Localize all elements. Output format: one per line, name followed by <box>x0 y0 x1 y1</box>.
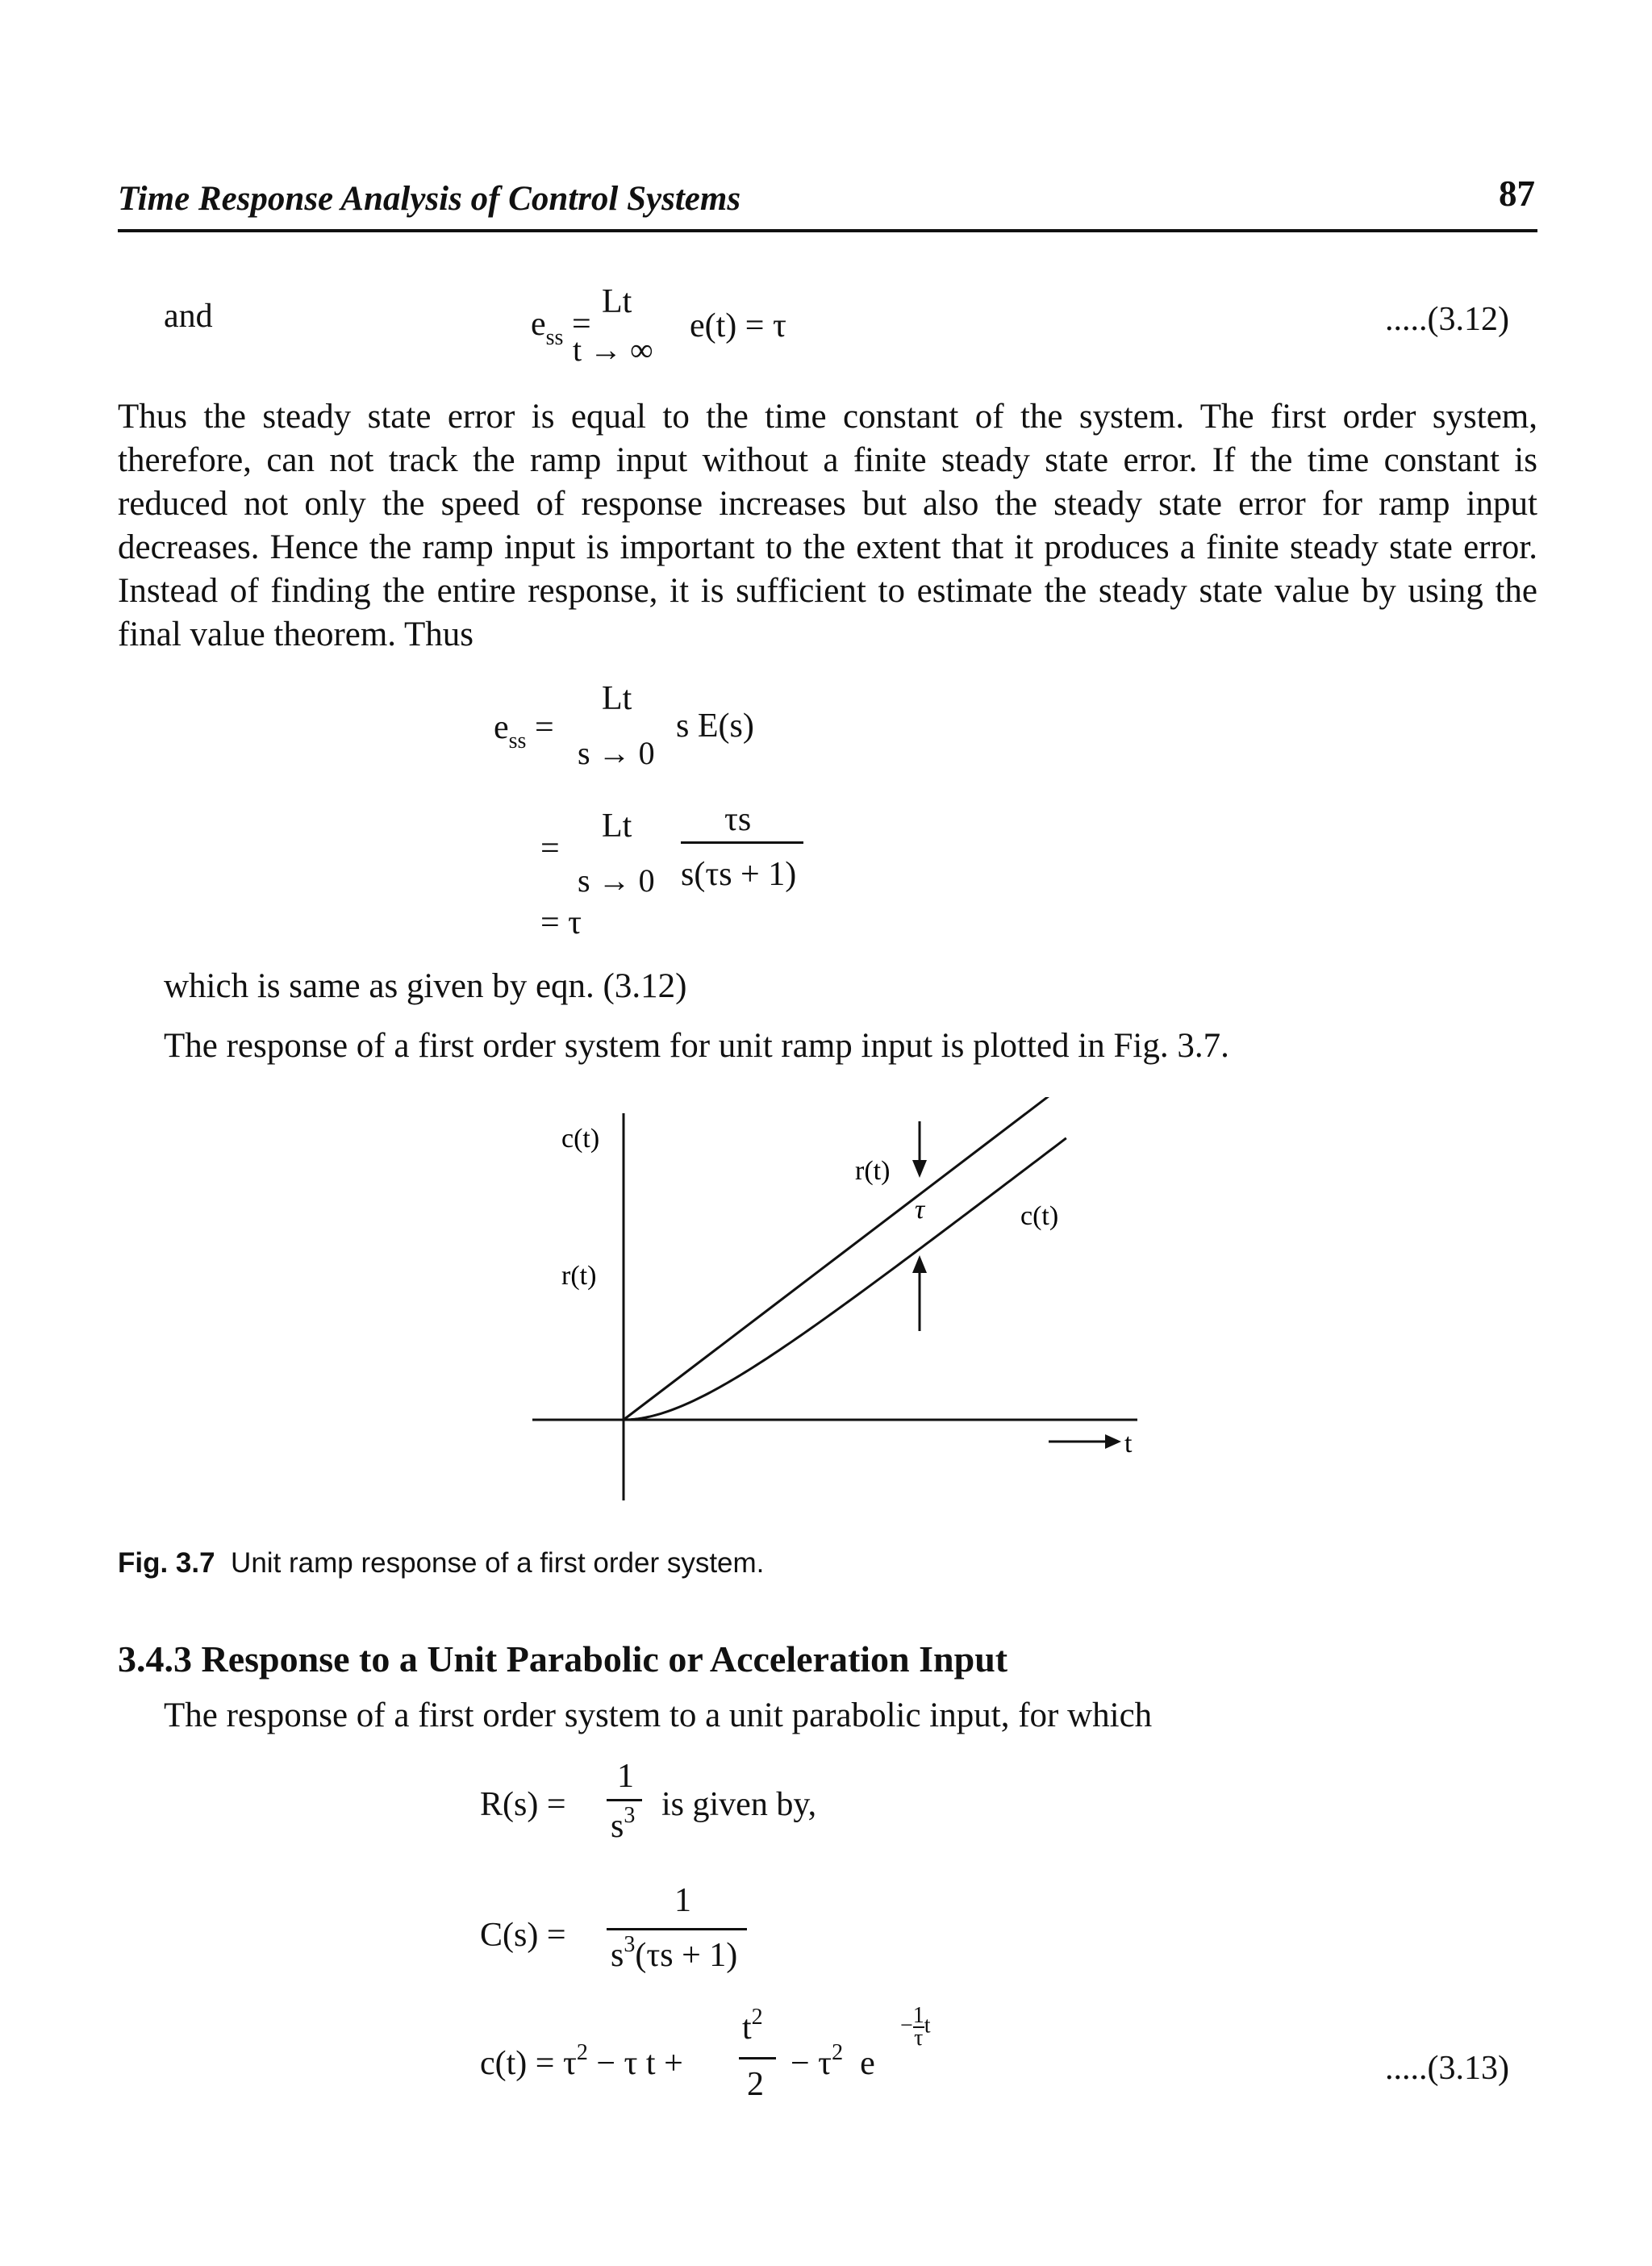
ct-t2-denominator: 2 <box>747 2066 764 2103</box>
figure-caption-text: Unit ramp response of a first order system. <box>231 1547 765 1579</box>
error-arrow-top-head <box>912 1160 927 1178</box>
Rs-fraction-bar <box>607 1799 642 1801</box>
paragraph-line: decreases. Hence the ramp input is important to the extent that it produces a finite steady state error. <box>118 528 1537 566</box>
section-intro: The response of a first order system to a unit parabolic input, for which <box>164 1696 1153 1734</box>
fvt-numerator: τs <box>724 801 752 838</box>
figure-caption-label: Fig. 3.7 <box>118 1547 215 1579</box>
body-paragraph <box>118 395 1537 657</box>
Cs-fraction-bar <box>607 1928 747 1930</box>
eq-3-13-number: .....(3.13) <box>1385 2050 1509 2087</box>
ramp-response-figure <box>516 1097 1162 1517</box>
time-label: t <box>1124 1429 1133 1459</box>
fvt-expression: s E(s) <box>676 707 754 745</box>
series-line-rt <box>624 1097 1061 1420</box>
text-reference-line: which is same as given by eqn. (3.12) <box>164 967 687 1005</box>
fvt-result: = τ <box>540 904 582 941</box>
Rs-lhs: R(s) = <box>480 1786 566 1823</box>
eq-3-12-lim: Lt <box>602 283 632 320</box>
tau-label: τ <box>915 1195 925 1225</box>
eq-3-12-lead: and <box>164 298 213 335</box>
running-header-title: Time Response Analysis of Control Systems <box>118 180 741 218</box>
series-line-ct <box>624 1138 1066 1420</box>
curve-label-rt: r(t) <box>855 1156 891 1186</box>
Cs-numerator: 1 <box>674 1882 691 1919</box>
axis-label-rt: r(t) <box>561 1261 597 1291</box>
eq-3-12-rhs: e(t) = τ <box>690 307 786 344</box>
ct-exp-term: − $\tau^2$ e <box>791 2040 875 2082</box>
fvt-fraction-bar <box>681 841 803 844</box>
paragraph-line: Instead of finding the entire response, it is sufficient to estimate the steady state value by using the <box>118 572 1537 610</box>
fvt-lim-2: Lt <box>602 807 632 845</box>
header-rule <box>118 229 1537 232</box>
paragraph-line: final value theorem. Thus <box>118 616 474 653</box>
fvt-lim-1-below: s → 0 <box>578 735 655 771</box>
ct-fraction-bar <box>739 2057 776 2059</box>
page-number: 87 <box>1499 173 1535 214</box>
Rs-numerator: 1 <box>617 1758 634 1795</box>
error-arrow-bottom-head <box>912 1255 927 1273</box>
fvt-lim-1: Lt <box>602 680 632 717</box>
figure-caption <box>118 1547 764 1580</box>
paragraph-line: therefore, can not track the ramp input without a finite steady state error. If the time constant is <box>118 441 1537 479</box>
paragraph-line: reduced not only the speed of response increases but also the steady state error for ramp input <box>118 485 1537 523</box>
ct-lhs: $c(t) = \tau^2 - \tau$ t + <box>480 2040 683 2082</box>
fvt-equals-2: = <box>540 830 560 867</box>
ct-t2-numerator: $t^2$ <box>742 2005 763 2047</box>
ct-exponent: − $\frac{1}{\tau}$ t <box>900 2003 931 2051</box>
paragraph-line: Thus the steady state error is equal to the time constant of the system. The first order system, <box>118 398 1537 436</box>
text-figure-intro: The response of a first order system for unit ramp input is plotted in Fig. 3.7. <box>164 1027 1229 1065</box>
eq-3-12-lim-below: t → ∞ <box>573 332 653 368</box>
time-arrow <box>1049 1434 1121 1449</box>
time-arrow-head <box>1105 1434 1121 1449</box>
figure-axes <box>532 1113 1137 1500</box>
fvt-denominator: s(τs + 1) <box>681 856 797 893</box>
eq-3-12-lhs: $e_{ss}$ = <box>531 306 591 350</box>
error-arrows <box>912 1121 927 1331</box>
axis-label-ct: c(t) <box>561 1124 600 1154</box>
fvt-lim-2-below: s → 0 <box>578 862 655 899</box>
curve-label-ct: c(t) <box>1020 1201 1059 1231</box>
Rs-denominator: $s^3$ <box>611 1803 636 1845</box>
Rs-after-text: is given by, <box>661 1786 817 1823</box>
Cs-denominator: $s^3(\tau s + 1)$ <box>611 1932 738 1974</box>
section-heading: 3.4.3 Response to a Unit Parabolic or Acceleration Input <box>118 1638 1008 1680</box>
fvt-lhs: $e_{ss}$ = <box>494 709 554 753</box>
Cs-lhs: C(s) = <box>480 1917 566 1954</box>
eq-3-12-number: .....(3.12) <box>1385 301 1509 338</box>
